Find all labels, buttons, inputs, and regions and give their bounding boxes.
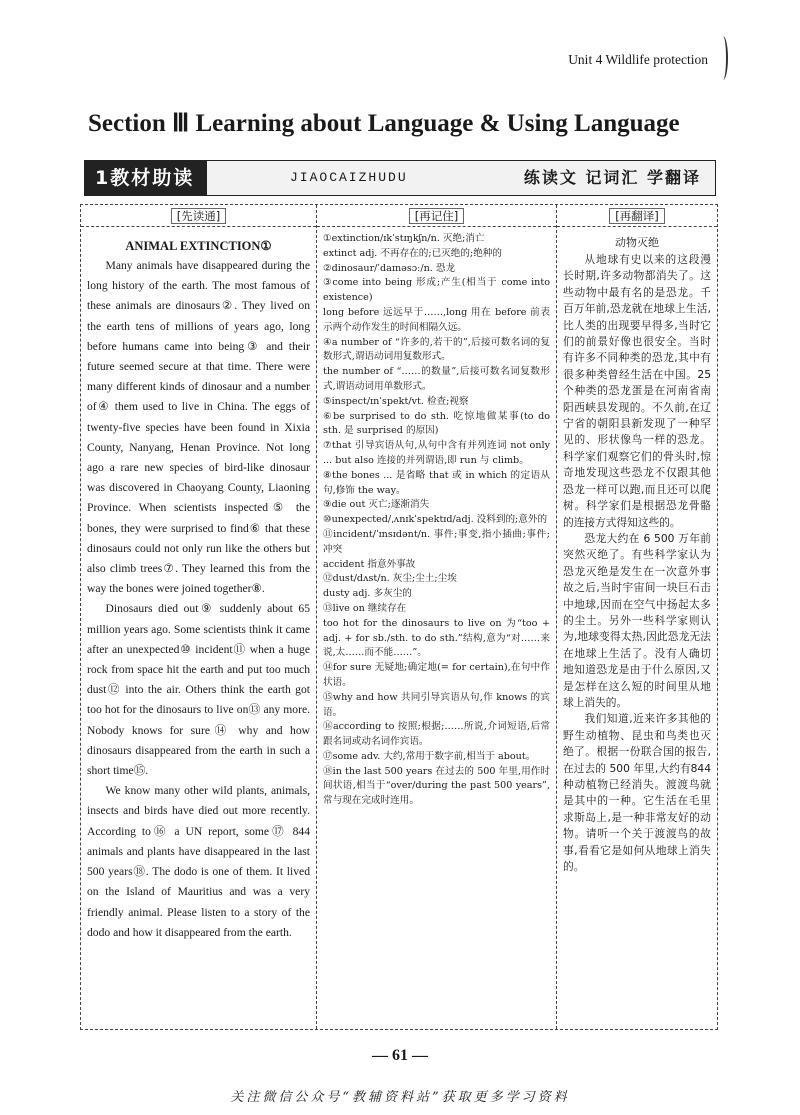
column-heading-translate: [再翻译] [609, 208, 664, 224]
page-number: — 61 — [372, 1047, 428, 1064]
note-item: ⑮why and how 共同引导宾语从句,作 knows 的宾语。 [323, 691, 550, 718]
chinese-translation-column [556, 205, 717, 1029]
chinese-paragraph: 从地球有史以来的这段漫长时期,许多动物都消失了。这些动物中最有名的是恐龙。千百万年前,恐龙就在地球上生活,比人类的出现要早得多,当时它们的前景好像也很安全。当时有许多不同种类的恐龙,其中有很多种类曾经生活在中国。25个种类的恐龙蛋是在河南省南阳西峡县发现的。不久前,在辽宁省的朝阳县新发现了一种罕见的、形状像鸟一样的恐龙。科学家们观察它们的骨头时,惊奇地发现这些恐龙不仅跟其他恐龙一样可以跑,而且还可以爬树。科学家们是根据恐龙骨骼的连接方式得知这些的。 [563, 253, 711, 529]
three-column-frame [80, 204, 718, 1030]
section-banner [84, 160, 716, 196]
note-item: ⑧the bones ... 是省略 that 或 in which 的定语从句,修饰 the way。 [323, 469, 550, 496]
vocabulary-notes-column [316, 205, 556, 1029]
column-heading-memorize: [再记住] [409, 208, 464, 224]
note-item: extinct adj. 不再存在的;已灭绝的;绝种的 [323, 247, 502, 259]
note-item: ⑭for sure 无疑地;确定地(= for certain),在句中作状语。 [323, 662, 550, 688]
chinese-paragraph: 我们知道,近来许多其他的野生动植物、昆虫和鸟类也灭绝了。根据一份联合国的报告,在过去的 500 年里,大约有844 种动植物已经消失。渡渡鸟就是其中的一种。它生活在毛里求斯岛上,是一种非常友好的动物。请听一个关于渡渡鸟的故事,看看它是如何从地球上消失的。 [563, 712, 711, 874]
banner-label: 1教材助读 [85, 161, 207, 195]
note-item: ①extinction/ɪkˈstɪŋkʃn/n. 灭绝;消亡 [323, 233, 485, 244]
note-item: ⑨die out 灭亡;逐渐消失 [323, 499, 430, 511]
note-item: ⑪incident/ˈɪnsɪdənt/n. 事件;事变,指小插曲;事件;冲突 [323, 528, 550, 555]
note-item: ③come into being 形成;产生(相当于 come into existence) [323, 277, 550, 304]
header-bracket-decoration [718, 36, 728, 80]
article-title: ANIMAL EXTINCTION① [125, 239, 272, 253]
unit-header: Unit 4 Wildlife protection [568, 52, 708, 67]
note-item: dusty adj. 多灰尘的 [323, 588, 412, 600]
note-item: long before 远远早于……,long 用在 before 前表示两个动作发生的时间相隔久远。 [323, 306, 550, 333]
section-title: Section Ⅲ Learning about Language & Using Language [88, 110, 680, 137]
note-item: ⑱in the last 500 years 在过去的 500 年里,用作时间状语,相当于“over/during the past 500 years”,常与现在完成时连用。 [323, 765, 550, 807]
note-item: ⑥be surprised to do sth. 吃惊地做某事(to do sth. 是 surprised 的原因) [323, 410, 550, 437]
note-item: ⑬live on 继续存在 [323, 602, 407, 614]
note-item: accident 指意外事故 [323, 558, 416, 570]
translation-title: 动物灭绝 [615, 236, 659, 249]
chinese-paragraph: 恐龙大约在 6 500 万年前突然灭绝了。有些科学家认为恐龙灭绝是发生在一次意外事故之后,当时宇宙间一块巨石击中地球,因而在空气中扬起太多的尘土。另外一些科学家则认为,地球变得太热,因此恐龙无法在地球上生活了。没有人确切地知道恐龙是由于什么原因,又是怎样在这么短的时间里从地球上消失的。 [563, 531, 711, 709]
note-item: ⑦that 引导宾语从句,从句中含有并列连词 not only ... but also 连接的并列谓语,即 run 与 climb。 [323, 440, 550, 466]
footer-note: 关注微信公众号“教辅资料站”获取更多学习资料 [230, 1090, 570, 1105]
note-item: the number of “……的数量”,后接可数名词复数形式,谓语动词用单数形式。 [323, 366, 550, 392]
banner-tagline: 练读文 记词汇 学翻译 [523, 168, 701, 187]
english-paragraph: Many animals have disappeared during the long history of the earth. The most famous of these animals are dinosaurs②. They lived on the earth tens of millions of years ago, long before humans came into being③ and their future seemed secure at that time. There were many different kinds of dinosaur and a number of④ them used to live in China. The eggs of twenty-five species have been found in Xixia County, Nanyang, Henan Province. Not long ago a rare new species of bird-like dinosaur was discovered in Chaoyang County, Liaoning Province. When scientists inspected⑤ the bones, they were surprised to find⑥ that these dinosaurs could not only run like the others but also climb trees⑦. They learned this from the way the bones were joined together⑧. [87, 259, 310, 596]
note-item: ⑯according to 按照;根据;……所说,介词短语,后常跟名词或动名词作宾语。 [323, 721, 550, 748]
note-item: ⑤inspect/ɪnˈspekt/vt. 检查;视察 [323, 395, 469, 407]
note-item: ②dinosaur/ˈdaɪnəsɔː/n. 恐龙 [323, 262, 456, 274]
note-item: ⑩unexpected/ˌʌnɪkˈspektɪd/adj. 没料到的;意外的 [323, 514, 548, 526]
english-text-column [81, 205, 316, 1029]
note-item: ⑰some adv. 大约,常用于数字前,相当于 about。 [323, 750, 536, 762]
note-item: ④a number of “许多的,若干的”,后接可数名词的复数形式,谓语动词用复数形式。 [323, 336, 550, 363]
note-item: ⑫dust/dʌst/n. 灰尘;尘土;尘埃 [323, 573, 457, 585]
english-paragraph: We know many other wild plants, animals, insects and birds have died out more recently. According to⑯ a UN report, some⑰ 844 animals and plants have disappeared in the last 500 years⑱. The dodo is one of them. It lived on the Island of Mauritius and was a very friendly animal. Please listen to a story of the dodo and how it disappeared from the earth. [87, 784, 310, 939]
english-paragraph: Dinosaurs died out⑨ suddenly about 65 million years ago. Some scientists think it came after an unexpected⑩ incident⑪ when a huge rock from space hit the earth and put too much dust⑫ into the air. Others think the earth got too hot for the dinosaurs to live on⑬ any more. Nobody knows for sure⑭ why and how dinosaurs disappeared from the earth in such a short time⑮. [87, 602, 310, 778]
column-heading-read: [先读通] [171, 208, 226, 224]
banner-pinyin: JIAOCAIZHUDU [290, 170, 408, 185]
note-item: too hot for the dinosaurs to live on 为“too + adj. + for sb./sth. to do sth.”结构,意为“对……来说,太……而不能……”。 [323, 617, 550, 659]
